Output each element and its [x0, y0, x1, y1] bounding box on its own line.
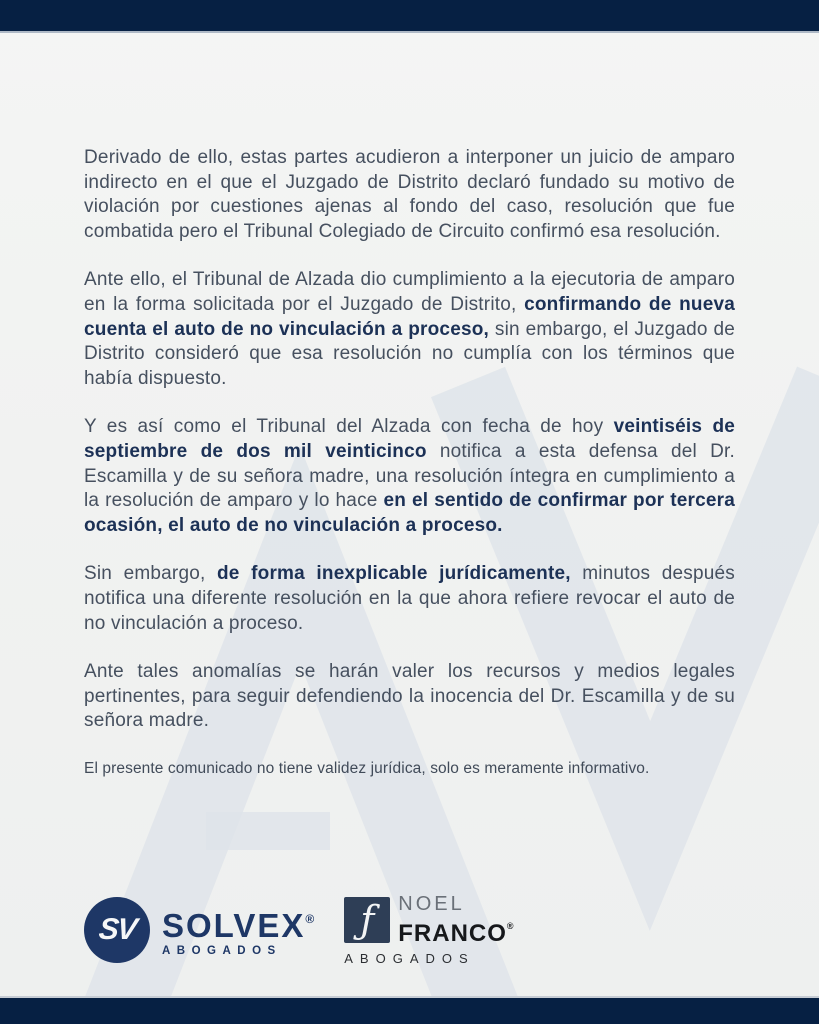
solvex-name-text: SOLVEX — [162, 907, 306, 944]
paragraph — [84, 146, 735, 244]
solvex-subtitle: ABOGADOS — [162, 945, 282, 957]
text-run: Ante ello, el Tribunal de Alzada dio cumplimiento a la ejecutoria de amparo en la forma solicitada por el Juzgado de Distrito, — [84, 269, 735, 315]
text-run: notifica a esta defensa del Dr. Escamilla y de su señora madre, una resolución íntegra en cumplimiento a la resolución de amparo y lo hace — [84, 440, 736, 512]
noel-franco-monogram-glyph: ƒ — [360, 898, 375, 942]
solvex-registered-mark: ® — [305, 912, 315, 926]
noel-franco-name-line1: NOEL — [398, 893, 465, 915]
noel-franco-wordmark — [398, 894, 514, 946]
bold-text-run: en el sentido de confirmar por tercera ocasión, el auto de no vinculación a proceso. — [84, 490, 735, 536]
paragraph — [84, 562, 735, 636]
noel-franco-row — [344, 894, 514, 946]
text-run: sin embargo, el Juzgado de Distrito consideró que esa resolución no cumplía con los términos que había dispuesto. — [84, 318, 735, 389]
top-bar — [0, 0, 819, 33]
solvex-logo — [84, 897, 314, 963]
noel-franco-logo — [344, 894, 514, 966]
text-run: minutos después notifica una diferente resolución en la que ahora refiere revocar el auto de no vinculación a proceso. — [84, 563, 735, 634]
text-run: Y es así como el Tribunal del Alzada con fecha de hoy — [84, 416, 614, 438]
bold-text-run: veintiséis de septiembre de dos mil veinticinco — [84, 416, 736, 462]
noel-franco-registered-mark: ® — [506, 921, 515, 931]
bold-text-run: confirmando de nueva cuenta el auto de no vinculación a proceso, — [84, 293, 735, 340]
solvex-monogram-icon — [84, 897, 150, 963]
solvex-wordmark — [162, 903, 314, 957]
bold-text-run: de forma inexplicable jurídicamente, — [217, 563, 571, 585]
noel-franco-monogram-icon — [344, 897, 390, 943]
solvex-monogram-letters: SV — [97, 913, 137, 946]
paragraph — [84, 415, 735, 538]
disclaimer-text: El presente comunicado no tiene validez jurídica, solo es meramente informativo. — [84, 759, 650, 777]
paragraph — [84, 660, 735, 734]
text-run: Sin embargo, — [84, 563, 217, 585]
noel-franco-subtitle: ABOGADOS — [344, 951, 475, 966]
bottom-bar — [0, 996, 819, 1024]
footer-logos — [84, 894, 515, 966]
text-run: Ante tales anomalías se harán valer los recursos y medios legales pertinentes, para seguir defendiendo la inocencia del Dr. Escamilla y de su señora madre. — [84, 661, 735, 732]
noel-franco-name-text: FRANCO — [398, 920, 507, 947]
paragraphs — [84, 146, 735, 734]
text-run: Derivado de ello, estas partes acudieron a interponer un juicio de amparo indirecto en el que el Juzgado de Distrito declaró fundado su motivo de violación por cuestiones ajenas al fondo del caso, resolución que fue combatida pero el Tribunal Colegiado de Circuito confirmó esa resolución. — [84, 147, 735, 242]
communique-body — [84, 146, 735, 779]
paragraph — [84, 268, 735, 391]
solvex-name — [162, 903, 314, 942]
noel-franco-name-line2 — [398, 914, 514, 946]
